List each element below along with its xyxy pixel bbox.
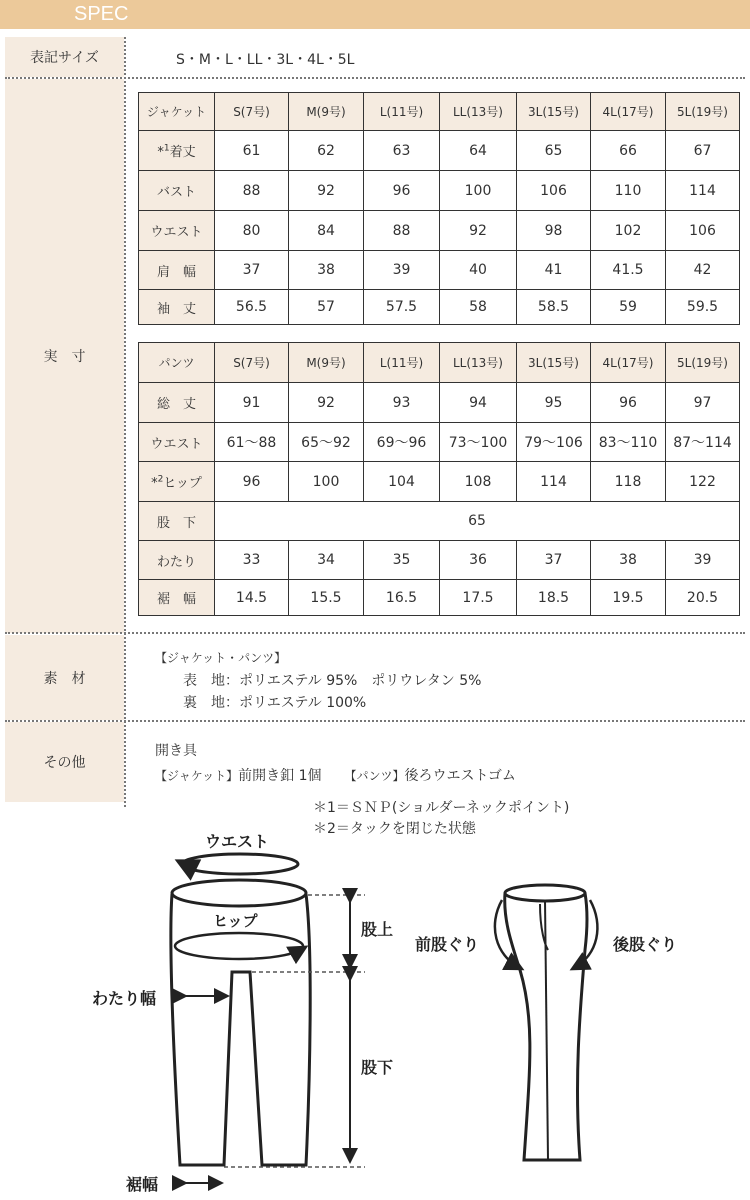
table-cell: 61～88 (215, 423, 289, 462)
table-cell: 83～110 (591, 423, 666, 462)
size-header-cell: 4L(17号) (591, 93, 666, 131)
size-header-cell: 4L(17号) (591, 343, 666, 383)
table-cell: 16.5 (364, 580, 440, 616)
row-label-text: 袖 丈 (156, 301, 196, 317)
table-cell: 38 (591, 541, 666, 580)
pants-side-outline (505, 885, 587, 1160)
table-cell: 96 (215, 462, 289, 502)
table-cell: 102 (591, 211, 666, 251)
table-cell: 95 (517, 383, 591, 423)
table-cell: 67 (666, 131, 740, 171)
size-header-cell: LL(13号) (440, 343, 517, 383)
row-label-text: ウエスト (150, 436, 203, 452)
table-cell: 18.5 (517, 580, 591, 616)
table-cell: 98 (517, 211, 591, 251)
diagram-hem-label: 裾幅 (126, 1175, 159, 1194)
table-cell: 108 (440, 462, 517, 502)
table-cell: 40 (440, 251, 517, 290)
table-cell: 104 (364, 462, 440, 502)
diagram-back-rise-label: 後股ぐり (613, 935, 678, 954)
table-cell: 14.5 (215, 580, 289, 616)
table-cell: 61 (215, 131, 289, 171)
closure-heading: 開き具 (155, 743, 197, 759)
table-cell: 96 (364, 171, 440, 211)
row-label-text: わたり (156, 554, 196, 570)
table-cell: 59.5 (666, 290, 740, 325)
footnote-number: 1 (163, 143, 170, 154)
table-cell: 88 (364, 211, 440, 251)
table-cell: 106 (666, 211, 740, 251)
closure-pants-text: 後ろウエストゴム (404, 768, 516, 784)
size-header-cell: 3L(15号) (517, 93, 591, 131)
diagram-hip-label: ヒップ (213, 912, 258, 930)
label-material: 素 材 (5, 635, 124, 720)
table-cell: 79～106 (517, 423, 591, 462)
waist-arrow (182, 854, 298, 874)
table-cell: 41 (517, 251, 591, 290)
row-label-text: 肩 幅 (156, 264, 196, 280)
table-cell: 33 (215, 541, 289, 580)
table-cell-merged: 65 (215, 502, 740, 541)
row-label-text: 着丈 (169, 145, 196, 160)
table-cell: 19.5 (591, 580, 666, 616)
diagram-inseam-label: 股下 (361, 1058, 394, 1077)
guide-lines (224, 895, 365, 1167)
size-header-cell: S(7号) (215, 93, 289, 131)
table-cell: 63 (364, 131, 440, 171)
table-cell: 17.5 (440, 580, 517, 616)
table-cell: 73～100 (440, 423, 517, 462)
table-cell: 57.5 (364, 290, 440, 325)
label-measure: 実 寸 (5, 79, 124, 633)
table-cell: 57 (289, 290, 364, 325)
size-header-cell: LL(13号) (440, 93, 517, 131)
footnote-number: 2 (157, 474, 164, 485)
size-header-cell: 5L(19号) (666, 343, 740, 383)
size-header-cell: 5L(19号) (666, 93, 740, 131)
table-cell: 58.5 (517, 290, 591, 325)
table-cell: 69～96 (364, 423, 440, 462)
table-cell: 37 (215, 251, 289, 290)
closure-jacket-text: 前開き釦 1個 (238, 768, 322, 784)
table-cell: 92 (289, 383, 364, 423)
row-label-text: ヒップ (163, 476, 202, 491)
row-label-text: ウエスト (150, 225, 203, 240)
table-cell: 56.5 (215, 290, 289, 325)
table-title-cell: パンツ (139, 343, 215, 383)
table-cell: 65～92 (289, 423, 364, 462)
table-cell: 58 (440, 290, 517, 325)
table-cell: 37 (517, 541, 591, 580)
label-other: その他 (5, 722, 124, 802)
table-cell: 80 (215, 211, 289, 251)
material-outer: 表 地：ポリエステル 95% ポリウレタン 5% (183, 673, 482, 689)
table-cell: 41.5 (591, 251, 666, 290)
table-cell: 62 (289, 131, 364, 171)
table-title-cell: ジャケット (139, 93, 215, 131)
table-cell: 96 (591, 383, 666, 423)
closure-jacket-tag: 【ジャケット】 (155, 769, 239, 783)
material-lining: 裏 地：ポリエステル 100% (183, 695, 367, 711)
table-cell: 94 (440, 383, 517, 423)
label-sizes: 表記サイズ (5, 37, 124, 77)
table-cell: 110 (591, 171, 666, 211)
table-cell: 118 (591, 462, 666, 502)
table-cell: 91 (215, 383, 289, 423)
table-cell: 20.5 (666, 580, 740, 616)
diagram-waist-label: ウエスト (205, 832, 270, 851)
row-label-text: バスト (156, 185, 196, 200)
diagram-rise-label: 股上 (361, 920, 394, 939)
table-cell: 92 (440, 211, 517, 251)
table-cell: 38 (289, 251, 364, 290)
table-cell: 34 (289, 541, 364, 580)
diagram-front-rise-label: 前股ぐり (415, 935, 480, 954)
note-snp: ＊1＝ＳＮＰ(ショルダーネックポイント) (313, 800, 570, 816)
table-cell: 87～114 (666, 423, 740, 462)
table-cell: 66 (591, 131, 666, 171)
sizes-list: S・M・L・LL・3L・4L・5L (176, 52, 355, 68)
table-cell: 65 (517, 131, 591, 171)
table-cell: 64 (440, 131, 517, 171)
note-tuck: ＊2＝タックを閉じた状態 (313, 821, 476, 837)
size-header-cell: L(11号) (364, 93, 440, 131)
size-header-cell: L(11号) (364, 343, 440, 383)
table-cell: 42 (666, 251, 740, 290)
size-header-cell: 3L(15号) (517, 343, 591, 383)
material-heading: 【ジャケット・パンツ】 (155, 651, 287, 665)
table-cell: 39 (364, 251, 440, 290)
table-cell: 88 (215, 171, 289, 211)
size-header-cell: S(7号) (215, 343, 289, 383)
table-cell: 122 (666, 462, 740, 502)
diagram-thigh-label: わたり幅 (92, 989, 157, 1008)
table-cell: 84 (289, 211, 364, 251)
row-label-text: 裾 幅 (156, 592, 196, 607)
table-cell: 106 (517, 171, 591, 211)
table-cell: 93 (364, 383, 440, 423)
table-cell: 15.5 (289, 580, 364, 616)
table-cell: 114 (517, 462, 591, 502)
table-cell: 100 (440, 171, 517, 211)
table-cell: 35 (364, 541, 440, 580)
row-label-text: 総 丈 (156, 397, 196, 412)
table-cell: 100 (289, 462, 364, 502)
table-cell: 39 (666, 541, 740, 580)
table-cell: 59 (591, 290, 666, 325)
hip-arrow (175, 933, 303, 959)
table-cell: 36 (440, 541, 517, 580)
spec-title: SPEC (74, 3, 129, 25)
row-label-text: 股 下 (156, 515, 196, 531)
table-cell: 92 (289, 171, 364, 211)
size-header-cell: M(9号) (289, 343, 364, 383)
closure-pants-tag: 【パンツ】 (344, 769, 405, 783)
footnote-marker: * (151, 476, 158, 491)
table-cell: 97 (666, 383, 740, 423)
table-cell: 114 (666, 171, 740, 211)
size-header-cell: M(9号) (289, 93, 364, 131)
footnote-marker: * (157, 145, 164, 160)
